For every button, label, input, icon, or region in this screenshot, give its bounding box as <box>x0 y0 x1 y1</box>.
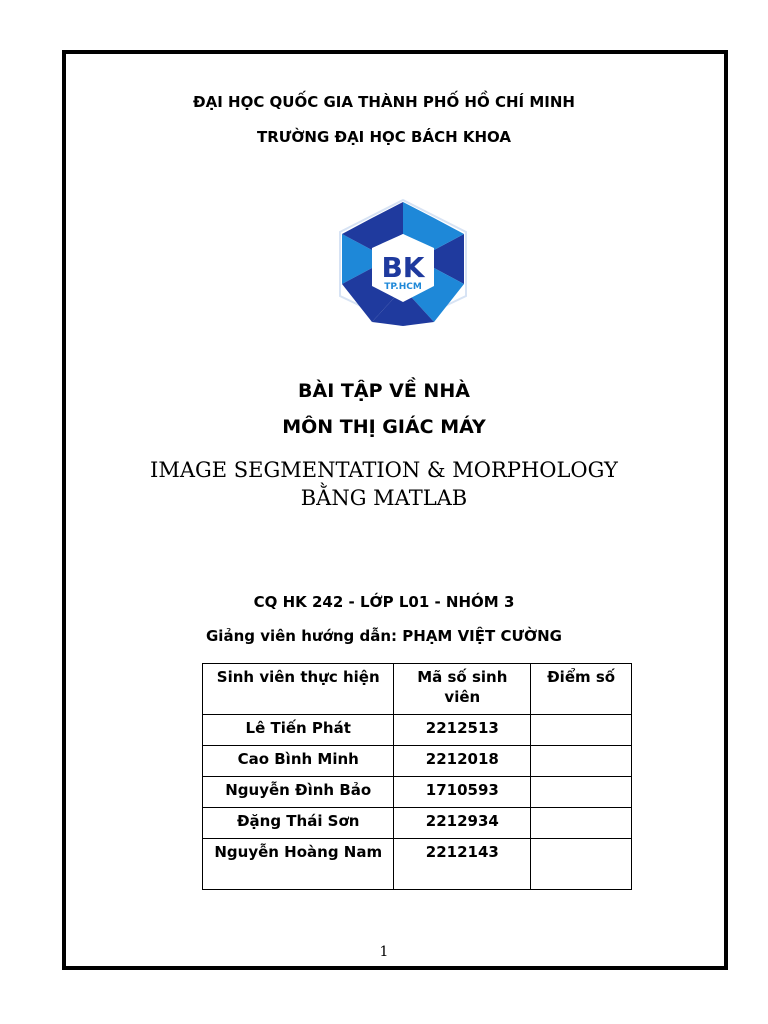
student-score <box>531 808 632 839</box>
subject-title: MÔN THỊ GIÁC MÁY <box>282 416 486 438</box>
table-row <box>203 808 632 839</box>
table-row <box>203 839 632 890</box>
table-row <box>203 746 632 777</box>
student-score <box>531 777 632 808</box>
student-score <box>531 746 632 777</box>
table-row <box>203 777 632 808</box>
course-info: CQ HK 242 - LỚP L01 - NHÓM 3 <box>253 593 515 611</box>
logo-city-text: TP.HCM <box>384 282 422 292</box>
student-id: 2212513 <box>394 715 531 746</box>
student-score <box>531 839 632 890</box>
student-name: Nguyễn Hoàng Nam <box>203 839 394 890</box>
header-student-id: Mã số sinh viên <box>394 664 531 715</box>
topic-title-line1: IMAGE SEGMENTATION & MORPHOLOGY <box>150 458 618 482</box>
school-name: TRƯỜNG ĐẠI HỌC BÁCH KHOA <box>257 128 511 146</box>
student-name: Cao Bình Minh <box>203 746 394 777</box>
student-name: Đặng Thái Sơn <box>203 808 394 839</box>
student-id: 2212018 <box>394 746 531 777</box>
student-score <box>531 715 632 746</box>
logo-bk-text: BK <box>381 251 425 284</box>
student-name: Nguyễn Đình Bảo <box>203 777 394 808</box>
student-name: Lê Tiến Phát <box>203 715 394 746</box>
page-number: 1 <box>379 944 389 960</box>
assignment-title: BÀI TẬP VỀ NHÀ <box>298 380 470 402</box>
student-id: 2212934 <box>394 808 531 839</box>
student-id: 1710593 <box>394 777 531 808</box>
table-row <box>203 715 632 746</box>
student-id: 2212143 <box>394 839 531 890</box>
header-score: Điểm số <box>531 664 632 715</box>
university-name: ĐẠI HỌC QUỐC GIA THÀNH PHỐ HỒ CHÍ MINH <box>193 93 575 111</box>
lecturer-info: Giảng viên hướng dẫn: PHẠM VIỆT CƯỜNG <box>206 627 562 645</box>
topic-title-line2: BẰNG MATLAB <box>300 486 468 510</box>
member-table <box>202 663 632 890</box>
table-header-row <box>203 664 632 715</box>
header-student: Sinh viên thực hiện <box>203 664 394 715</box>
bk-logo <box>338 198 468 326</box>
